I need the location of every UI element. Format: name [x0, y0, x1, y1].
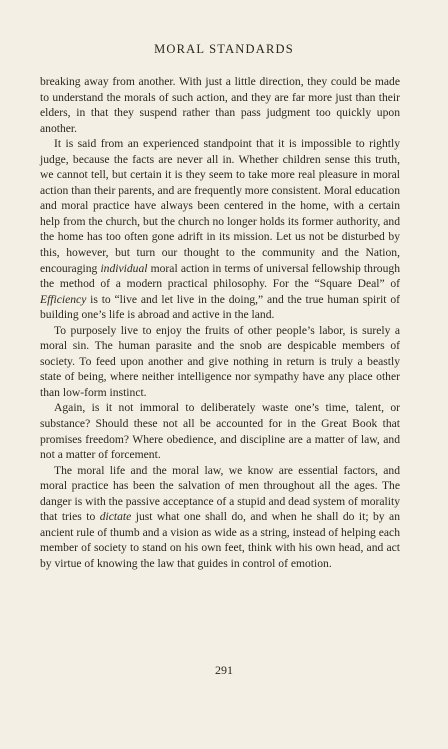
paragraph-4 [40, 400, 400, 462]
paragraph-2-text-c: is to “live and let live in the doing,” and the true human spirit of building one’s life is abroad and active in the land. [40, 292, 400, 322]
paragraph-1-text: breaking away from another. With just a little direction, they could be made to understand the morals of such action, and they are far more just than their elders, in that they suspend rather than pass judgment too quickly upon another. [40, 75, 400, 135]
paragraph-5 [40, 463, 400, 572]
emphasis-dictate: dictate [99, 510, 132, 524]
emphasis-efficiency: Efficiency [40, 292, 87, 306]
paragraph-2-text-b: moral action in terms of universal fellowship through the method of a modern practical philosophy. For the “Square Deal” of [40, 261, 400, 291]
paragraph-2 [40, 136, 400, 323]
paragraph-2-text-a: It is said from an experienced standpoint that it is impossible to rightly judge, because the facts are never all in. Whether children sense this truth, we cannot tell, but certain it is they seem to take more real pleasure in moral action than their parents, and are frequently more consistent. Moral education and moral practice have always been centered in the home, with a certain help from the church, but the church no longer holds its former authority, and the home has too often gone adrift in its mission. Let us not be disturbed by this, however, but turn our thought to the community and the Nation, encouraging [40, 137, 400, 275]
paragraph-5-text-b: just what one shall do, and when he shall do it; by an ancient rule of thumb and a vision as wide as a string, instead of helping each member of society to stand on his own feet, think with his own head, and act by virtue of knowing the law that guides in control of emotion. [40, 510, 400, 570]
running-head: MORAL STANDARDS [154, 42, 294, 56]
paragraph-3-text: To purposely live to enjoy the fruits of other people’s labor, is surely a moral sin. The human parasite and the snob are despicable members of society. To feed upon another and give nothing in return is truly a beastly state of being, where neither intelligence nor sympathy have any place other than low-form instinct. [40, 323, 400, 399]
paragraph-4-text: Again, is it not immoral to deliberately waste one’s time, talent, or substance? Should these not all be accounted for in the Great Book that promises freedom? Where obedience, and discipline are a matter of law, and not a matter of forcement. [40, 401, 400, 462]
page-body [40, 74, 400, 572]
emphasis-individual: individual [100, 261, 148, 275]
paragraph-3 [40, 323, 400, 401]
page-number: 291 [215, 663, 233, 677]
paragraph-5-text-a: The moral life and the moral law, we know are essential factors, and moral practice has been the salvation of men throughout all the ages. The danger is with the passive acceptance of a stupid and dead system of morality that tries to [40, 463, 400, 524]
paragraph-1 [40, 74, 400, 136]
